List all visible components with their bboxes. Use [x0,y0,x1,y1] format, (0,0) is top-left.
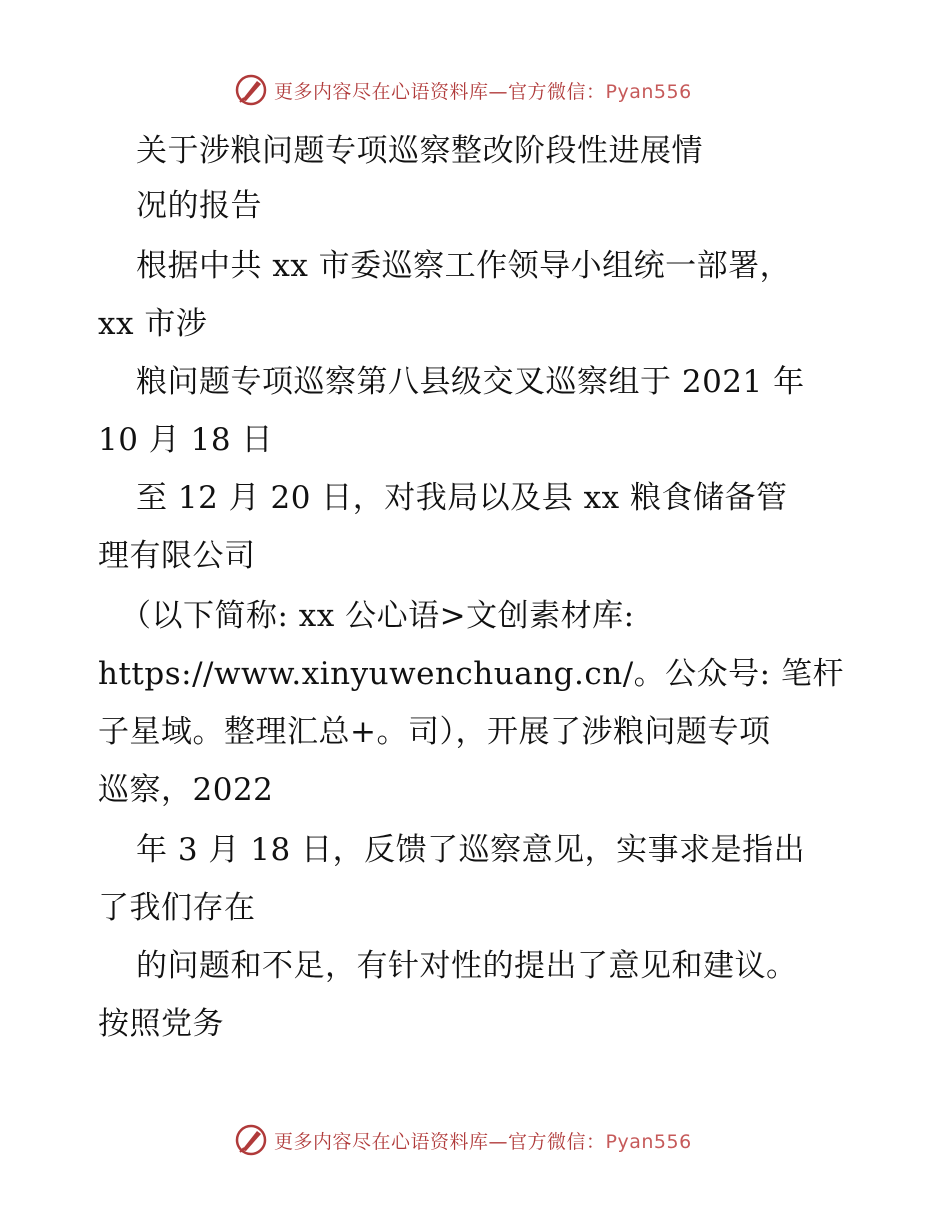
paragraph-line: （以下简称: xx 公心语>文创素材库: [120,598,635,634]
paragraph-line: 年 3 月 18 日，反馈了巡察意见，实事求是指出 [136,832,806,868]
quill-pen-circle-icon [234,1123,268,1157]
banner-text [274,77,692,104]
paragraph-line: 10 月 18 日 [98,422,273,458]
doc-title-line-2: 况的报告 [136,188,262,224]
banner-label: 更多内容尽在心语资料库—官方微信： [274,1130,606,1153]
paragraph-line: 子星域。整理汇总+。司），开展了涉粮问题专项 [98,714,771,750]
header-banner [234,73,692,107]
paragraph-line: 根据中共 xx 市委巡察工作领导小组统一部署， [136,248,792,284]
footer-banner [234,1123,692,1157]
paragraph-line: 至 12 月 20 日，对我局以及县 xx 粮食储备管 [136,480,788,516]
banner-label: 更多内容尽在心语资料库—官方微信： [274,80,606,103]
paragraph-line: 巡察，2022 [98,772,274,808]
paragraph-line: xx 市涉 [98,306,208,342]
paragraph-line: 理有限公司 [98,538,256,574]
paragraph-line: 的问题和不足，有针对性的提出了意见和建议。 [136,948,798,984]
doc-title-line-1: 关于涉粮问题专项巡察整改阶段性进展情 [136,133,703,169]
paragraph-line: 按照党务 [98,1006,224,1042]
paragraph-line: 粮问题专项巡察第八县级交叉巡察组于 2021 年 [136,364,805,400]
banner-account: Pyan556 [605,1130,692,1153]
paragraph-line: 了我们存在 [98,890,256,926]
paragraph-line: https://www.xinyuwenchuang.cn/。公众号: 笔杆 [98,656,844,692]
quill-pen-circle-icon [234,73,268,107]
banner-text [274,1127,692,1154]
banner-account: Pyan556 [605,80,692,103]
